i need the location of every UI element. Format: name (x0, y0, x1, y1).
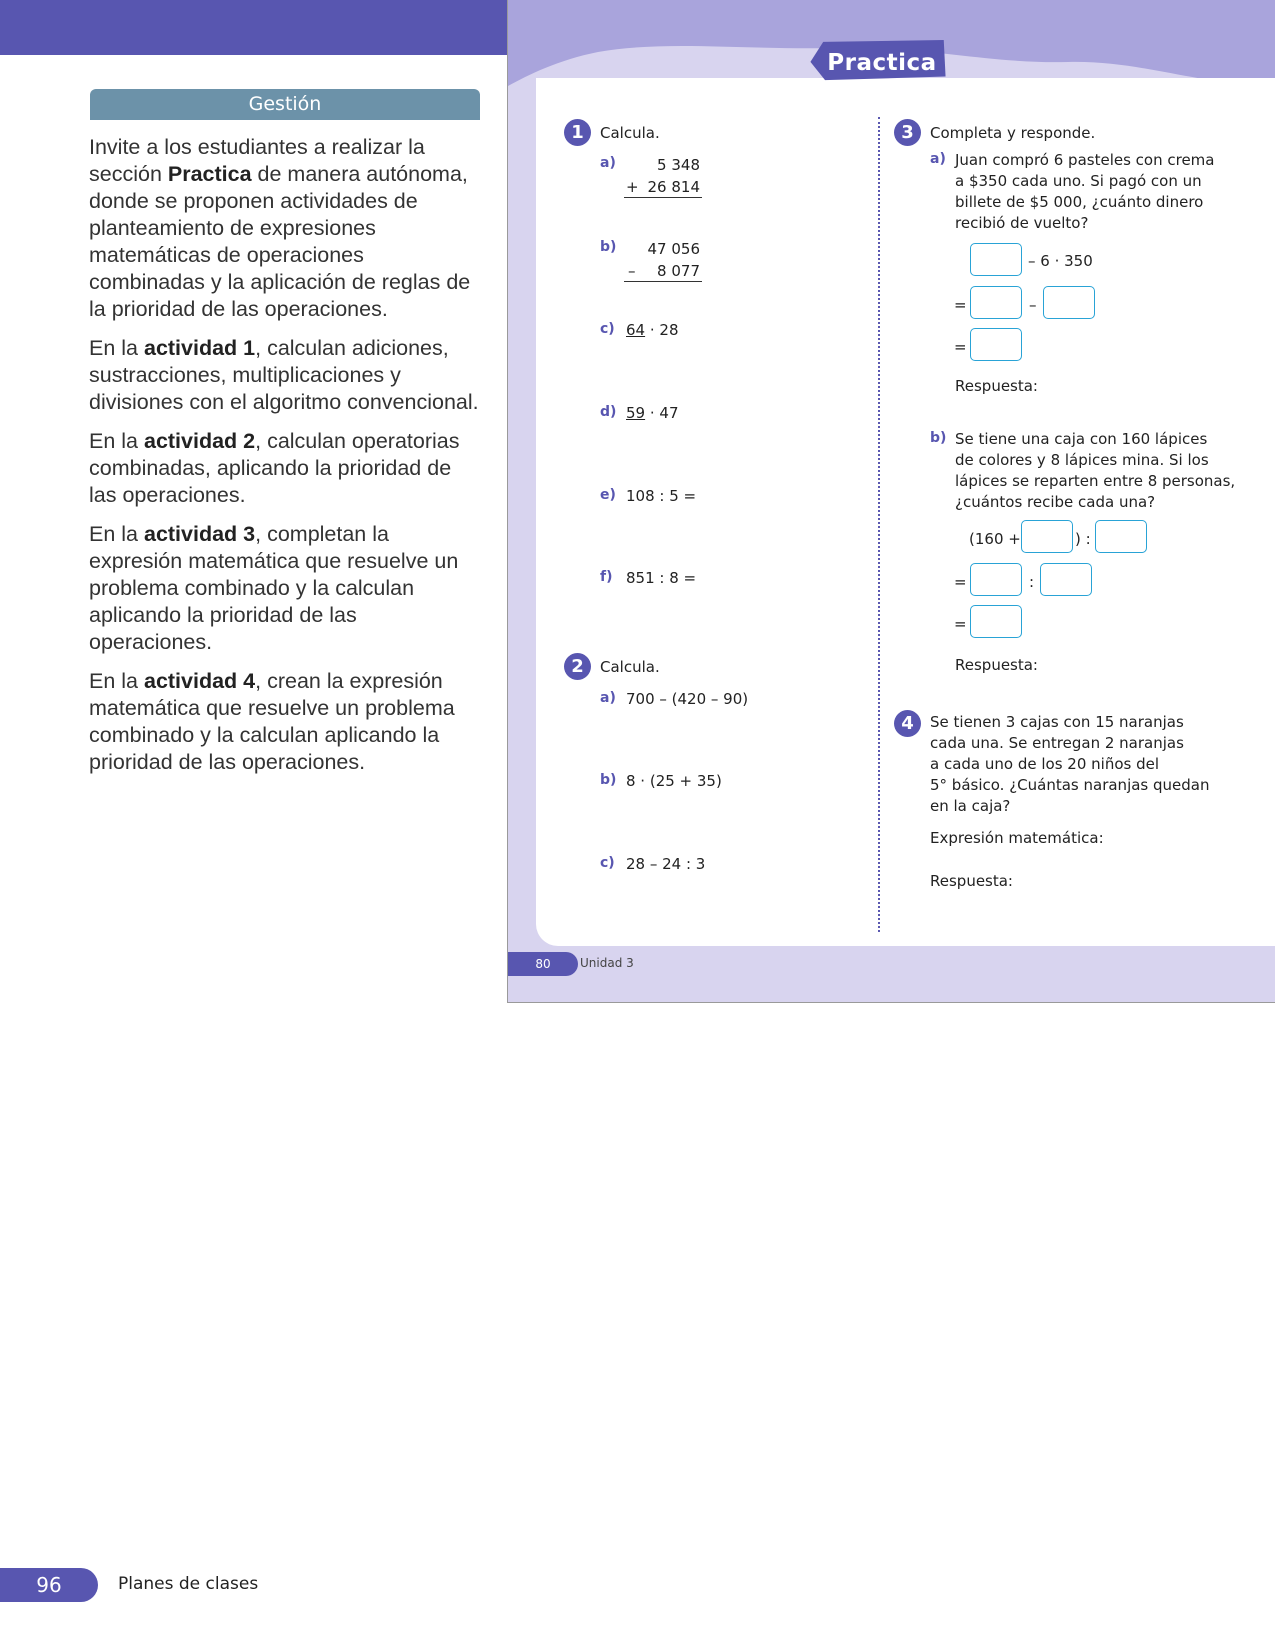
answer-box[interactable] (970, 605, 1022, 638)
answer-box[interactable] (970, 563, 1022, 596)
equals-sign: = (954, 573, 967, 591)
item-label: f) (600, 569, 613, 585)
answer-label: Respuesta: (955, 377, 1038, 395)
item-label: c) (600, 855, 615, 871)
book-unit-label: Unidad 3 (580, 956, 634, 970)
addend-top: 5 348 (657, 156, 700, 174)
minus-sign: – (1029, 296, 1037, 314)
combined-op-a: 700 – (420 – 90) (626, 690, 749, 708)
practica-title: Practica (827, 50, 937, 76)
activity-2-number: 2 (564, 653, 591, 680)
expression-label: Expresión matemática: (930, 829, 1104, 847)
subtrahend: 8 077 (657, 262, 700, 280)
gestion-text (89, 134, 484, 788)
operator-minus: – (628, 262, 636, 280)
item-label: e) (600, 487, 616, 503)
problem-4: Se tienen 3 cajas con 15 naranjas cada una. Se entregan 2 naranjas a cada uno de los 20 niños del 5° básico. ¿Cuántas naranjas quedan en la caja? (930, 713, 1210, 815)
operator-plus: + (626, 178, 639, 196)
difference-line (624, 281, 702, 282)
answer-box[interactable] (1040, 563, 1092, 596)
combined-op-c: 28 – 24 : 3 (626, 855, 706, 873)
division-sign: : (1029, 573, 1035, 591)
answer-box[interactable] (1043, 286, 1095, 319)
top-color-bar (0, 0, 507, 55)
division-f: 851 : 8 = (626, 569, 697, 587)
problem-3a: Juan compró 6 pasteles con crema a $350 cada uno. Si pagó con un billete de $5 000, ¿cuánto dinero recibió de vuelto? (955, 151, 1215, 232)
multiplication-d: 59 · 47 (626, 404, 679, 422)
gestion-header: Gestión (90, 89, 480, 120)
answer-label: Respuesta: (930, 872, 1013, 890)
activity-4-number: 4 (894, 710, 921, 737)
gestion-paragraph: En la actividad 2, calculan operatorias combinadas, aplicando la prioridad de las operaciones. (89, 429, 460, 507)
addend-bottom: 26 814 (647, 178, 700, 196)
column-divider (878, 117, 880, 932)
item-label: b) (930, 430, 947, 446)
answer-box[interactable] (970, 243, 1022, 276)
activity-1-instruction: Calcula. (600, 124, 660, 142)
answer-box[interactable] (1021, 520, 1073, 553)
gestion-paragraph: En la actividad 1, calculan adiciones, sustracciones, multiplicaciones y divisiones con el algoritmo convencional. (89, 336, 479, 414)
expression-part: (160 + (969, 530, 1021, 548)
answer-box[interactable] (1095, 520, 1147, 553)
expression-part: – 6 · 350 (1028, 252, 1093, 270)
activity-2-instruction: Calcula. (600, 658, 660, 676)
answer-label: Respuesta: (955, 656, 1038, 674)
multiplication-c: 64 · 28 (626, 321, 679, 339)
activity-1-number: 1 (564, 119, 591, 146)
answer-box[interactable] (970, 328, 1022, 361)
gestion-paragraph: Invite a los estudiantes a realizar la sección Practica de manera autónoma, donde se proponen actividades de planteamiento de expresiones matemáticas de operaciones combinadas y la aplicación de reglas de la prioridad de las operaciones. (89, 135, 471, 321)
problem-3b: Se tiene una caja con 160 lápices de colores y 8 lápices mina. Si los lápices se reparten entre 8 personas, ¿cuántos recibe cada una? (955, 430, 1236, 511)
item-label: c) (600, 321, 615, 337)
item-label: a) (600, 690, 616, 706)
item-label: a) (930, 151, 946, 167)
equals-sign: = (954, 296, 967, 314)
answer-box[interactable] (970, 286, 1022, 319)
item-label: a) (600, 155, 616, 171)
item-label: b) (600, 772, 617, 788)
activity-3-instruction: Completa y responde. (930, 124, 1096, 142)
page-number: 96 (0, 1568, 98, 1602)
gestion-paragraph: En la actividad 4, crean la expresión matemática que resuelve un problema combinado y la calculan aplicando la prioridad de las operaciones. (89, 669, 455, 774)
combined-op-b: 8 · (25 + 35) (626, 772, 722, 790)
section-label: Planes de clases (118, 1574, 259, 1594)
item-label: b) (600, 239, 617, 255)
gestion-paragraph: En la actividad 3, completan la expresión matemática que resuelve un problema combinado y la calculan aplicando la prioridad de las operaciones. (89, 522, 459, 654)
student-book-page (507, 0, 1275, 1003)
division-e: 108 : 5 = (626, 487, 697, 505)
minuend: 47 056 (647, 240, 700, 258)
equals-sign: = (954, 338, 967, 356)
activity-3-number: 3 (894, 119, 921, 146)
book-page-number: 80 (508, 952, 578, 976)
equals-sign: = (954, 615, 967, 633)
item-label: d) (600, 404, 617, 420)
expression-part: ) : (1075, 530, 1091, 548)
sum-line (624, 197, 702, 198)
